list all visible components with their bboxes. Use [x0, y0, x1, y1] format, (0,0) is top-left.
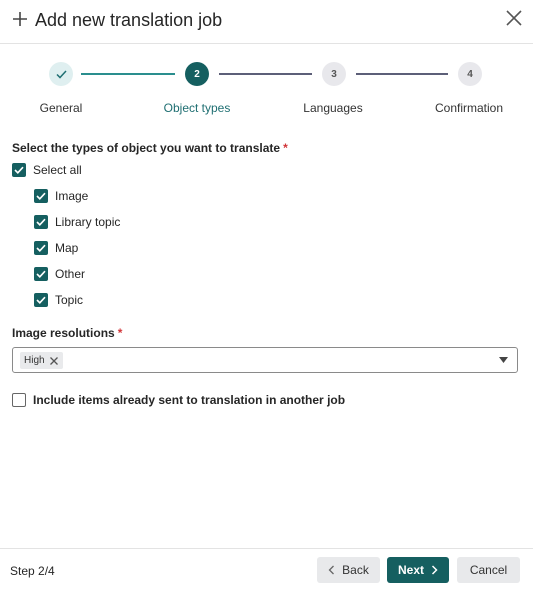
checkbox-checked-icon: [34, 189, 48, 203]
step-3-label: Languages: [303, 101, 363, 115]
checkbox-map[interactable]: [34, 239, 78, 257]
checkbox-topic[interactable]: [34, 291, 83, 309]
step-connector-2: [219, 73, 312, 75]
checkbox-label: Library topic: [55, 215, 121, 229]
plus-icon: [12, 11, 28, 27]
image-resolutions-select[interactable]: [12, 347, 518, 373]
dialog-footer: [0, 548, 533, 590]
step-3-circle: 3: [322, 62, 346, 86]
back-button[interactable]: [317, 557, 380, 583]
checkbox-image[interactable]: [34, 187, 88, 205]
checkbox-checked-icon: [34, 241, 48, 255]
chip-label: High: [24, 355, 45, 366]
checkbox-checked-icon: [34, 215, 48, 229]
checkbox-label: Image: [55, 189, 89, 203]
step-1-circle: [49, 62, 73, 86]
next-button[interactable]: [387, 557, 449, 583]
step-4-circle: 4: [458, 62, 482, 86]
image-resolutions-label-text: Image resolutions: [12, 326, 115, 340]
chevron-right-icon: [431, 565, 438, 575]
next-button-label: Next: [397, 563, 424, 577]
cancel-button[interactable]: [457, 557, 520, 583]
checkbox-unchecked-icon: [12, 393, 26, 407]
dialog-header: [0, 0, 533, 44]
chevron-left-icon: [328, 565, 335, 575]
cancel-button-label: Cancel: [469, 563, 508, 577]
step-4-label: Confirmation: [434, 101, 504, 115]
step-1-label: General: [39, 101, 83, 115]
object-types-label-text: Select the types of object you want to translate: [12, 141, 281, 155]
checkbox-label: Other: [55, 267, 86, 281]
checkbox-other[interactable]: [34, 265, 85, 283]
remove-chip-icon[interactable]: [49, 356, 59, 366]
resolution-chip: [20, 352, 63, 369]
checkbox-label: Topic: [55, 293, 84, 307]
image-resolutions-label: [12, 326, 122, 340]
step-2-label: Object types: [163, 101, 231, 115]
close-icon[interactable]: [505, 9, 523, 27]
checkbox-label: Map: [55, 241, 79, 255]
step-connector-3: [356, 73, 448, 75]
checkmark-icon: [56, 70, 67, 79]
checkbox-checked-icon: [12, 163, 26, 177]
include-items-checkbox[interactable]: [12, 391, 345, 409]
select-all-label: Select all: [33, 163, 82, 177]
step-indicator: Step 2/4: [10, 564, 55, 578]
checkbox-checked-icon: [34, 293, 48, 307]
object-types-label: [12, 141, 288, 155]
step-2-circle: 2: [185, 62, 209, 86]
back-button-label: Back: [342, 563, 369, 577]
dropdown-arrow-icon[interactable]: [499, 357, 508, 364]
required-mark: *: [283, 141, 288, 155]
step-connector-1: [81, 73, 175, 75]
select-all-checkbox[interactable]: [12, 161, 82, 179]
include-items-label: Include items already sent to translation in another job: [33, 393, 346, 407]
checkbox-checked-icon: [34, 267, 48, 281]
stepper: [0, 62, 533, 122]
required-mark: *: [117, 326, 123, 340]
checkbox-library-topic[interactable]: [34, 213, 120, 231]
dialog-title: Add new translation job: [35, 10, 223, 30]
